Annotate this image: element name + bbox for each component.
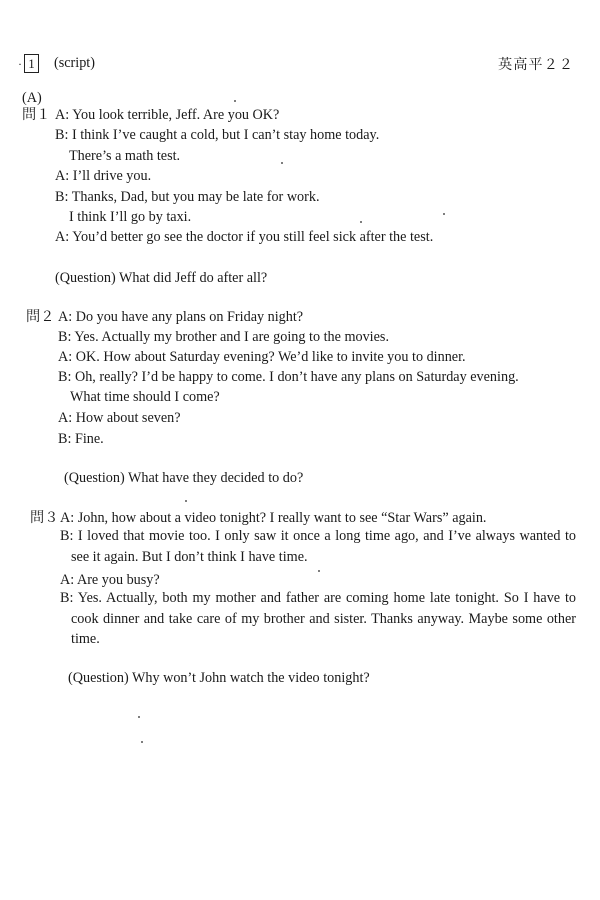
- script-label: (script): [54, 55, 95, 71]
- q2-line-4: B: Oh, really? I’d be happy to come. I don’t have any plans on Saturday evening.: [58, 369, 519, 385]
- q3-question: (Question) Why won’t John watch the video tonight?: [68, 670, 370, 686]
- q1-line-2: B: I think I’ve caught a cold, but I can’t stay home today.: [55, 127, 380, 143]
- section-label: (A): [22, 90, 42, 106]
- q2-line-2: B: Yes. Actually my brother and I are going to the movies.: [58, 329, 389, 345]
- q1-line-3: There’s a math test.: [69, 148, 181, 164]
- q1-marker: 問１: [22, 107, 51, 123]
- scan-speck: [443, 213, 445, 215]
- boxed-question-number: 1: [24, 54, 39, 73]
- q1-line-1: A: You look terrible, Jeff. Are you OK?: [55, 107, 280, 123]
- q2-line-7: B: Fine.: [58, 431, 104, 447]
- page-header: [18, 54, 578, 78]
- scan-speck: [138, 716, 140, 718]
- q1-question: (Question) What did Jeff do after all?: [55, 270, 268, 286]
- q3-line-2: [60, 526, 576, 567]
- q2-line-6: A: How about seven?: [58, 410, 181, 426]
- scan-speck: [185, 500, 187, 502]
- scan-speck: [360, 221, 362, 223]
- q3-line-1: A: John, how about a video tonight? I really want to see “Star Wars” again.: [60, 510, 487, 526]
- scan-speck: [318, 570, 320, 572]
- exam-code: 英高平２２: [498, 57, 574, 73]
- scan-speck: [234, 100, 236, 102]
- q3-line-3: A: Are you busy?: [60, 572, 160, 588]
- q3-line-4: [60, 588, 576, 650]
- q1-line-6: I think I’ll go by taxi.: [69, 209, 192, 225]
- q1-line-4: A: I’ll drive you.: [55, 168, 152, 184]
- q3-line-2-text: B: I loved that movie too. I only saw it once a long time ago, and I’ve always wanted to see it again. But I don’t think I have time.: [60, 528, 576, 565]
- q2-line-1: A: Do you have any plans on Friday night?: [58, 309, 304, 325]
- q2-line-5: What time should I come?: [70, 389, 220, 405]
- scan-speck: [141, 741, 143, 743]
- q2-line-3: A: OK. How about Saturday evening? We’d like to invite you to dinner.: [58, 349, 466, 365]
- q3-marker: 問３: [30, 510, 59, 526]
- scan-speck: [281, 162, 283, 164]
- q1-line-5: B: Thanks, Dad, but you may be late for work.: [55, 189, 320, 205]
- q2-question: (Question) What have they decided to do?: [64, 470, 304, 486]
- q2-marker: 問２: [26, 309, 55, 325]
- q3-line-4-text: B: Yes. Actually, both my mother and father are coming home late tonight. So I have to cook dinner and take care of my brother and sister. Thanks anyway. Maybe some other time.: [60, 590, 576, 647]
- margin-dot: ·: [18, 57, 22, 71]
- q1-line-7: A: You’d better go see the doctor if you still feel sick after the test.: [55, 229, 434, 245]
